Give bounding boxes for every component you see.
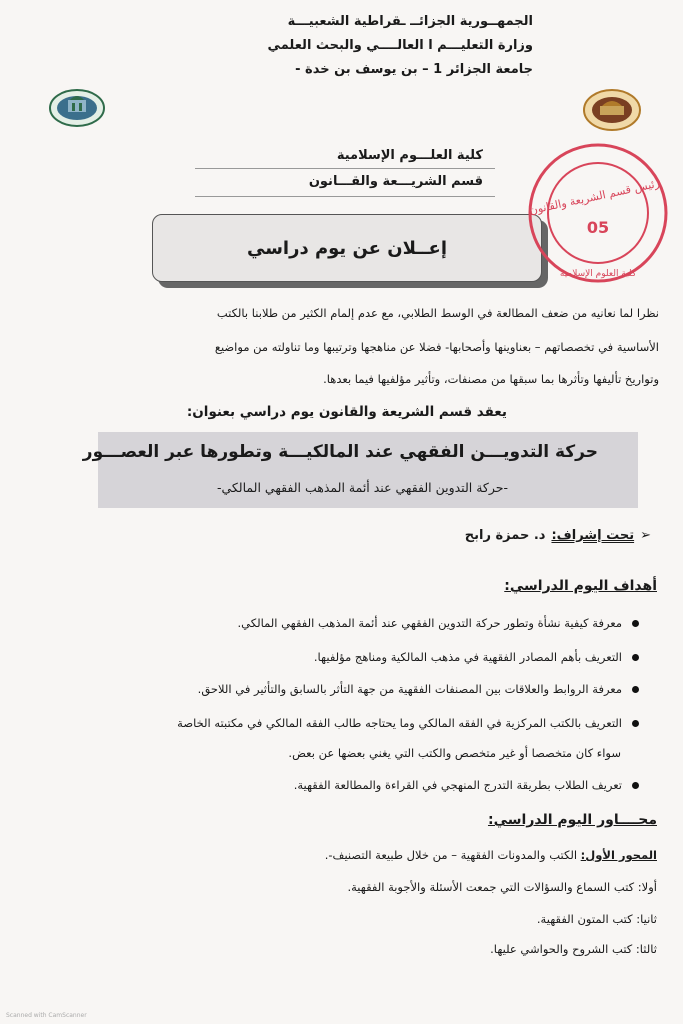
topic-subtitle: -حركة التدوين الفقهي عند أئمة المذهب الفقهي المالكي- [216,480,508,495]
supervisor-name: د. حمزة رابح [464,528,546,543]
objective-item [237,616,639,630]
objectives-heading: أهداف اليوم الدراسي: [504,578,657,594]
objective-text: معرفة الروابط والعلاقات بين المصنفات الفقهية من جهة التأثر بالسابق والتأثير في اللاحق. [197,682,622,696]
objective-item [314,650,639,664]
objective-text: تعريف الطلاب بطريقة التدرج المنهجي في القراءة والمطالعة الفقهية. [293,778,622,792]
divider [195,168,495,169]
intro-line: الأساسية في تخصصاتهم – بعناوينها وأصحابها- فضلا عن مناهجها وترتيبها وما تناولته من مواضيع [214,340,659,354]
axis-point: أولا: كتب السماع والسؤالات التي جمعت الأسئلة والأجوبة الفقهية. [347,880,657,894]
header-republic: الجمهــورية الجزائــ ـقراطية الشعبيـــة [287,14,533,29]
axis-point: ثانيا: كتب المتون الفقهية. [536,912,657,926]
bullet-icon [632,654,639,661]
faculty-name: كلية العلـــوم الإسلامية [336,148,483,163]
objective-text: التعريف بالكتب المركزية في الفقه المالكي وما يحتاجه طالب الفقه المالكي في مكتبته الخاصة [177,716,622,730]
stamp-text: رئيس قسم الشريعة والقانون [528,176,661,218]
arrow-pointer-icon: ➢ [640,528,651,543]
university-logo-icon [48,88,106,128]
stamp-number: 05 [586,218,610,237]
official-stamp-icon [523,138,673,288]
bullet-icon [632,686,639,693]
header-university: جامعة الجزائر 1 – بن يوسف بن خدة - [295,62,533,77]
objective-item [198,682,639,696]
objective-continuation: سواء كان متخصصا أو غير متخصص والكتب التي يغني بعضها عن بعض. [288,746,621,760]
department-name: قسم الشريـــعة والقـــانون [308,174,483,189]
scanner-watermark: Scanned with CamScanner [6,1012,87,1019]
bullet-icon [632,720,639,727]
objective-item [294,778,639,792]
axes-heading: محــــاور اليوم الدراسي: [487,812,657,828]
axis-first-label: المحور الأول: [580,848,657,862]
organizer-line: يعقد قسم الشريعة والقانون يوم دراسي بعنوان: [186,404,507,420]
topic-box [82,432,638,508]
objective-item [177,716,639,730]
header-ministry: وزارة التعليـــم ا العالــــي والبحث العلمي [267,38,533,53]
announcement-title: إعــلان عن يوم دراسي [152,214,542,282]
bullet-icon [632,620,639,627]
supervisor-line [465,528,651,543]
divider [195,196,495,197]
objective-text: معرفة كيفية نشأة وتطور حركة التدوين الفقهي عند أئمة المذهب الفقهي المالكي. [237,616,622,630]
faculty-logo-icon [582,88,642,132]
objective-text: التعريف بأهم المصادر الفقهية في مذهب المالكية ومناهج مؤلفيها. [313,650,622,664]
intro-line: نظرا لما نعانيه من ضعف المطالعة في الوسط الطلابي، مع عدم إلمام الكثير من طلابنا بالكتب [216,306,659,320]
supervisor-label: تحت إشراف: [551,528,635,543]
axis-first-text: الكتب والمدونات الفقهية – من خلال طبيعة التصنيف-. [324,848,578,862]
axis-first [325,848,657,862]
topic-title: حركة التدويـــن الفقهي عند المالكيـــة وتطورها عبر العصـــور [82,442,598,462]
stamp-footer-text: كلية العلوم الإسلامية [559,269,637,279]
bullet-icon [632,782,639,789]
intro-line: وتواريخ تأليفها وتأثرها بما سبقها من مصنفات، وتأثير مؤلفيها فيما بعدها. [323,372,659,386]
axis-point: ثالثا: كتب الشروح والحواشي عليها. [490,942,657,956]
